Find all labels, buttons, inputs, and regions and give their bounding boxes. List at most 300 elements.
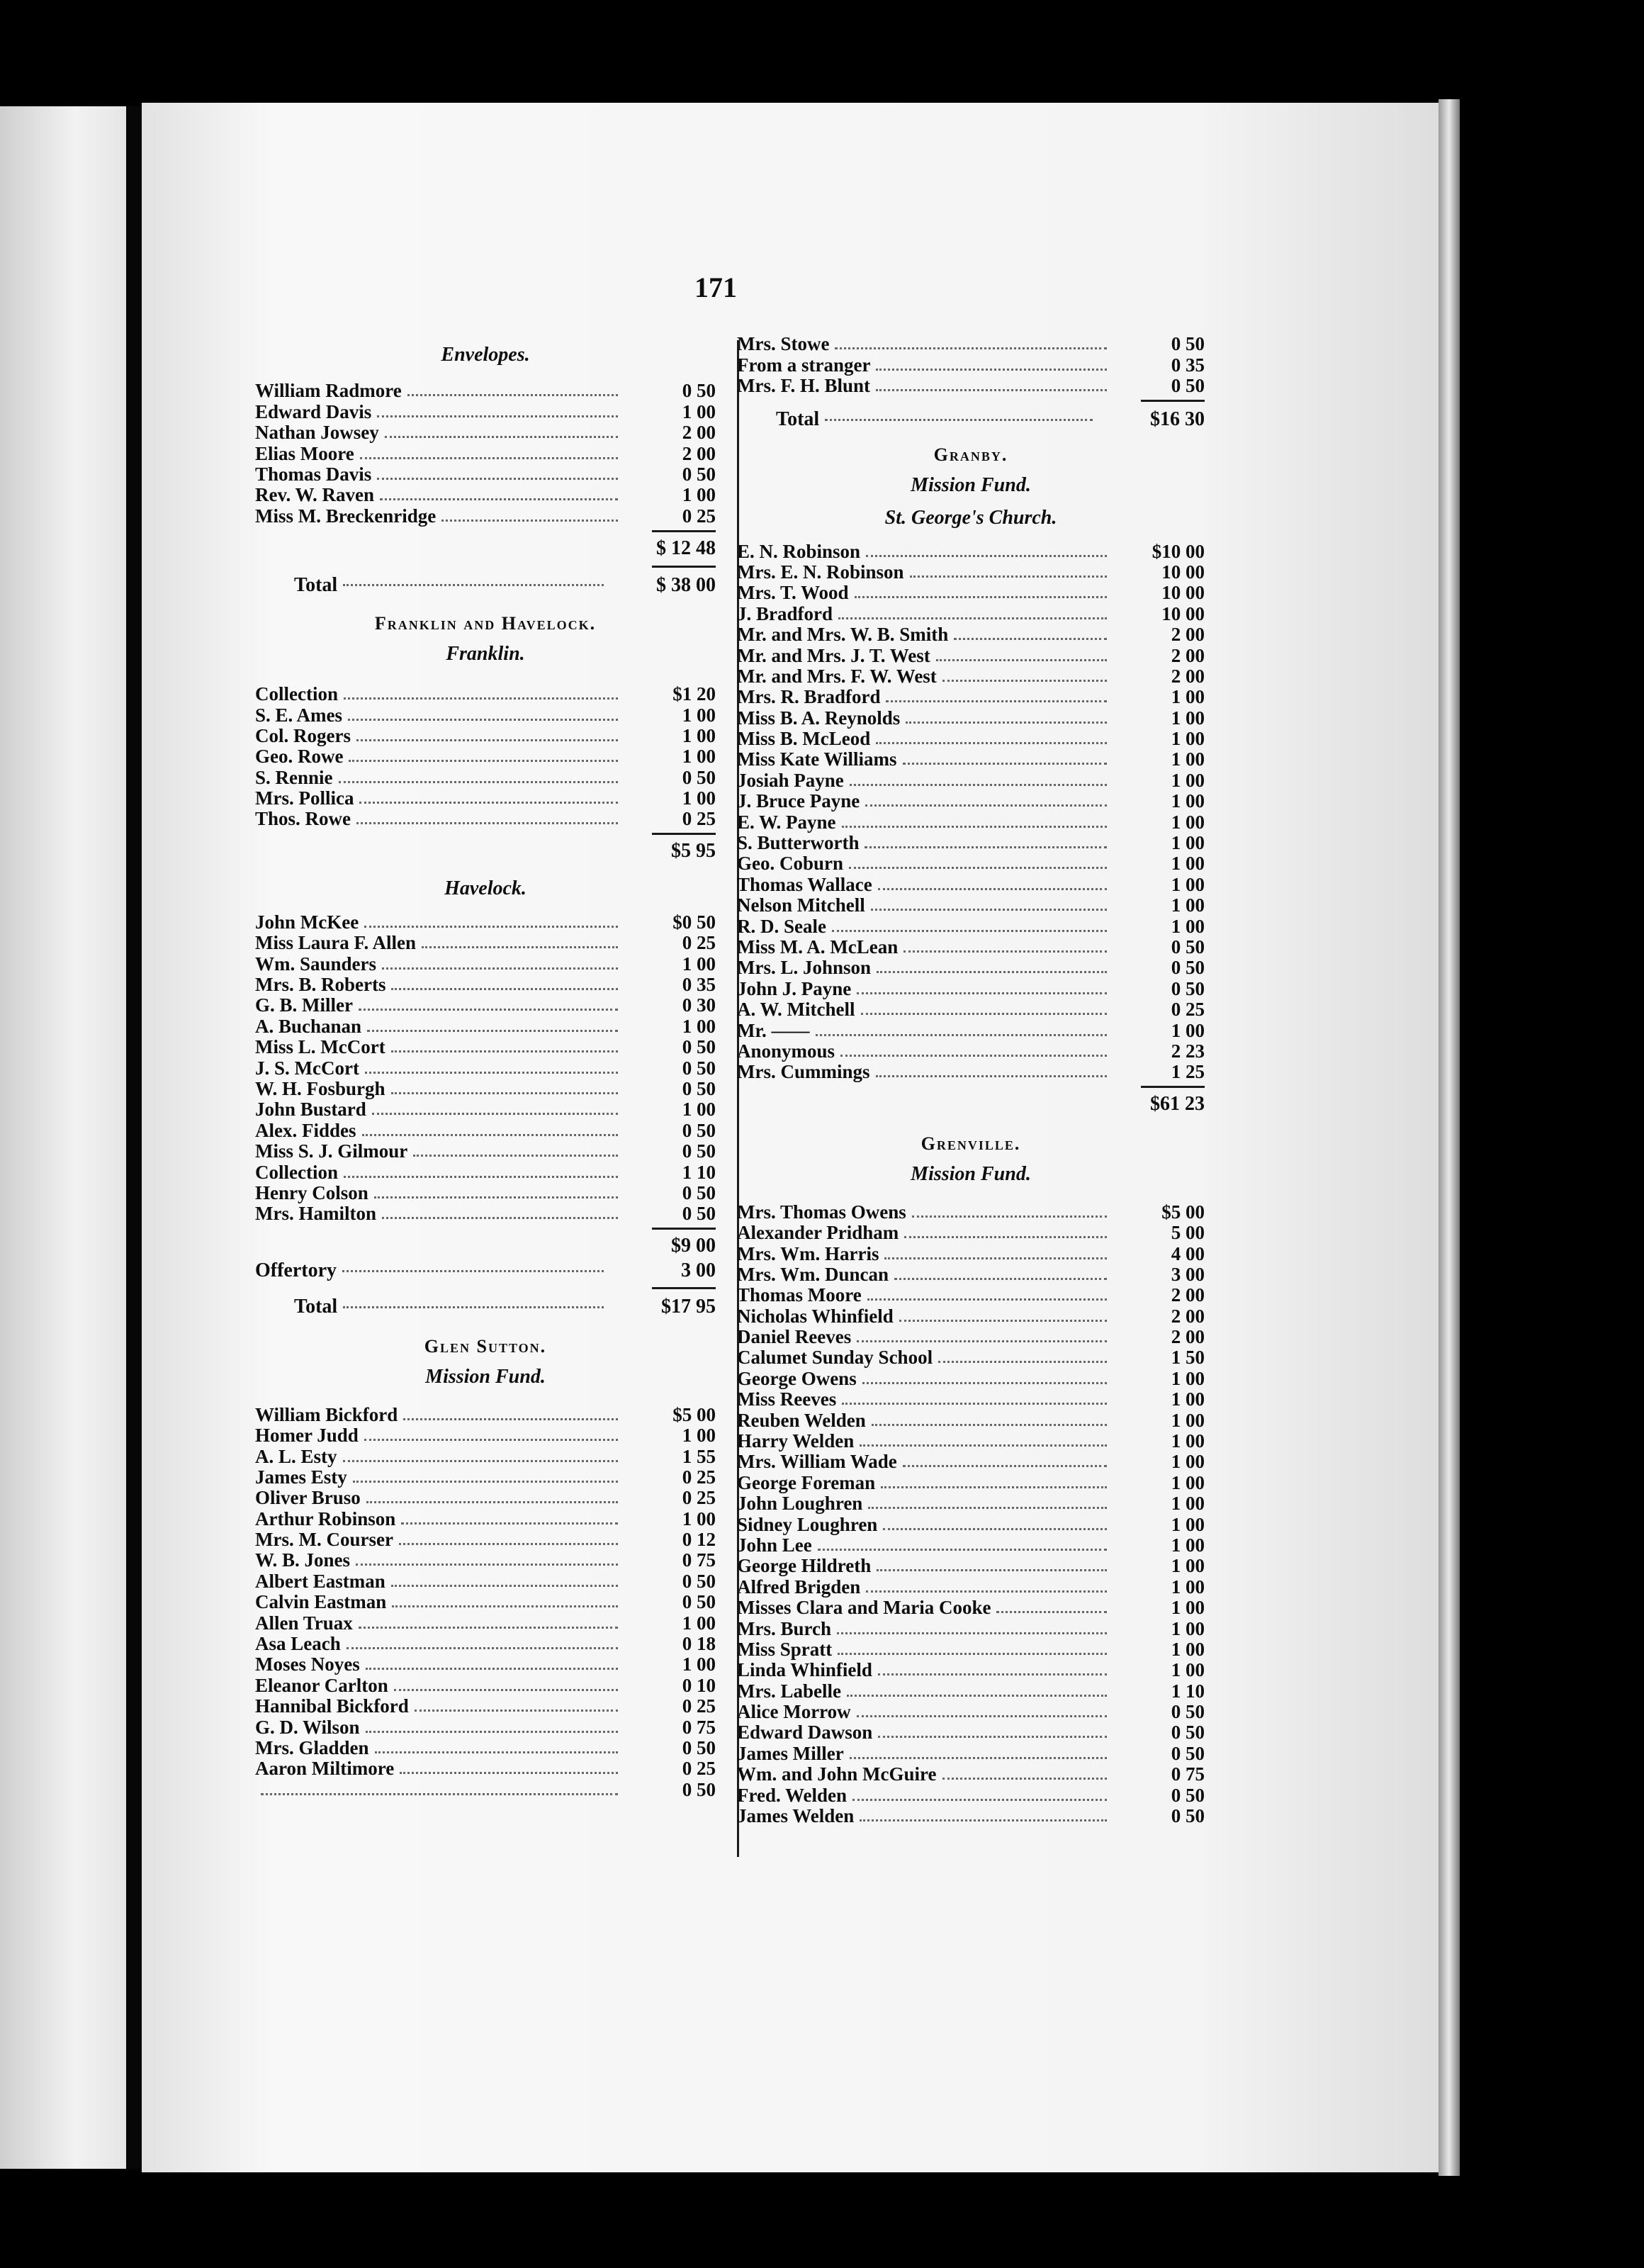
amount: 0 10 — [682, 1674, 716, 1696]
contributor-name: Nelson Mitchell — [737, 894, 865, 916]
leader-dots — [878, 888, 1107, 890]
havelock-heading: Havelock. — [444, 877, 527, 900]
amount: 0 50 — [1171, 333, 1205, 355]
amount: 5 00 — [1171, 1222, 1205, 1244]
amount: 0 50 — [682, 1570, 716, 1592]
leader-dots — [866, 555, 1107, 557]
contributor-name: John McKee — [255, 911, 359, 933]
leader-dots — [364, 1439, 618, 1441]
amount: 0 50 — [682, 1140, 716, 1162]
leader-dots — [847, 1695, 1107, 1697]
list-item — [255, 1654, 716, 1674]
amount: 0 50 — [1171, 1742, 1205, 1764]
amount: 0 50 — [682, 1077, 716, 1099]
amount: 0 75 — [682, 1716, 716, 1738]
amount: 0 35 — [1171, 354, 1205, 376]
contributor-name: William Radmore — [255, 380, 402, 402]
amount: 1 00 — [1171, 1555, 1205, 1577]
contributor-name: Aaron Miltimore — [255, 1758, 395, 1780]
amount: 1 00 — [1171, 1388, 1205, 1410]
leader-dots — [385, 436, 618, 438]
list-item — [737, 748, 1205, 769]
list-item — [255, 974, 716, 994]
list-item — [255, 1591, 716, 1612]
amount: 2 00 — [1171, 1284, 1205, 1306]
contributor-name: Mr. and Mrs. F. W. West — [737, 665, 937, 687]
amount: 10 00 — [1161, 602, 1205, 624]
contributor-name: Eleanor Carlton — [255, 1674, 388, 1696]
amount: 0 75 — [1171, 1763, 1205, 1785]
envelopes-list — [255, 380, 716, 526]
rule — [255, 1223, 716, 1233]
leader-dots — [899, 1320, 1107, 1322]
contributor-name: Mrs. Cummings — [737, 1061, 870, 1083]
leader-dots — [347, 1647, 618, 1649]
leader-dots — [871, 909, 1107, 911]
leader-dots — [360, 457, 618, 459]
leader-dots — [261, 1793, 618, 1795]
contributor-name: Mrs. Hamilton — [255, 1203, 376, 1225]
amount: 0 18 — [682, 1633, 716, 1655]
list-item — [737, 1347, 1205, 1367]
grenville-list — [737, 1201, 1205, 1826]
leader-dots — [344, 1176, 618, 1178]
leader-dots — [849, 867, 1107, 869]
envelopes-subtotal: $ 12 48 — [656, 537, 716, 559]
contributor-name: Mrs. F. H. Blunt — [737, 375, 871, 397]
contributor-name: Mrs. M. Courser — [255, 1529, 393, 1551]
amount: 0 50 — [682, 1057, 716, 1079]
havelock-offertory: Offertory 3 00 — [255, 1259, 716, 1282]
amount: 1 00 — [682, 724, 716, 746]
list-item — [737, 1576, 1205, 1596]
leader-dots — [857, 1715, 1107, 1717]
amount: 1 00 — [1171, 1617, 1205, 1639]
leader-dots — [366, 1501, 618, 1503]
list-item — [737, 582, 1205, 602]
leader-dots — [860, 1819, 1107, 1821]
amount: 1 00 — [682, 400, 716, 422]
leader-dots — [837, 1632, 1107, 1634]
amount: 0 25 — [682, 808, 716, 830]
amount: 1 00 — [1171, 1409, 1205, 1431]
list-item — [737, 1493, 1205, 1513]
amount: 0 25 — [682, 1466, 716, 1488]
grenville-heading: Grenville. — [920, 1133, 1021, 1155]
amount: 1 00 — [682, 1099, 716, 1121]
leader-dots — [344, 697, 618, 700]
contributor-name: Miss B. A. Reynolds — [737, 707, 901, 729]
contributor-name: Sidney Loughren — [737, 1513, 878, 1535]
page-number: 171 — [694, 271, 737, 303]
list-item — [255, 704, 716, 724]
list-item — [737, 602, 1205, 623]
leader-dots — [816, 1034, 1108, 1036]
amount: 1 00 — [1171, 1638, 1205, 1660]
amount: 0 50 — [682, 1119, 716, 1141]
list-item — [737, 1326, 1205, 1347]
leader-dots — [403, 1418, 618, 1420]
list-item — [255, 505, 716, 525]
contributor-name: A. W. Mitchell — [737, 999, 855, 1021]
list-item — [255, 1403, 716, 1424]
contributor-name: Miss Reeves — [737, 1388, 837, 1410]
contributor-name: G. B. Miller — [255, 994, 353, 1016]
contributor-name: S. E. Ames — [255, 704, 343, 726]
franklin-havelock-heading: Franklin and Havelock. — [374, 612, 597, 634]
leader-dots — [872, 1424, 1107, 1426]
granby-church: St. George's Church. — [884, 507, 1057, 529]
list-item — [737, 666, 1205, 686]
leader-dots — [401, 1522, 618, 1525]
contributor-name: Homer Judd — [255, 1425, 359, 1447]
list-item — [737, 561, 1205, 582]
list-item — [737, 644, 1205, 665]
list-item — [255, 911, 716, 931]
amount: 4 00 — [1171, 1242, 1205, 1264]
amount: 1 00 — [682, 1654, 716, 1675]
amount: 1 00 — [682, 704, 716, 726]
amount: 0 25 — [682, 1695, 716, 1717]
leader-dots — [884, 1257, 1107, 1259]
amount: 0 50 — [682, 1036, 716, 1058]
leader-dots — [954, 638, 1107, 640]
contributor-name: Mr. —— — [737, 1019, 810, 1041]
list-item — [255, 1078, 716, 1099]
contributor-name: J. Bradford — [737, 602, 833, 624]
contributor-name: John Lee — [737, 1534, 812, 1556]
list-item — [255, 1737, 716, 1758]
amount: 1 00 — [1171, 1576, 1205, 1598]
contributor-name: Geo. Coburn — [737, 853, 844, 875]
amount: 0 50 — [1171, 1805, 1205, 1827]
list-item — [737, 853, 1205, 873]
franklin-subtotal: $5 95 — [671, 840, 716, 863]
list-item — [737, 999, 1205, 1019]
contributor-name: Hannibal Bickford — [255, 1695, 409, 1717]
list-item — [255, 1015, 716, 1035]
contributor-name: Alice Morrow — [737, 1701, 851, 1723]
leader-dots — [377, 478, 618, 480]
contributor-name: Geo. Rowe — [255, 746, 344, 768]
leader-dots — [400, 1772, 618, 1774]
amount: 1 00 — [1171, 832, 1205, 854]
contributor-name: Henry Colson — [255, 1181, 368, 1203]
grenville-subheading: Mission Fund. — [911, 1163, 1031, 1186]
leader-dots — [394, 1689, 618, 1691]
leader-dots — [904, 1236, 1107, 1238]
list-item — [255, 683, 716, 704]
amount: 1 00 — [1171, 790, 1205, 812]
amount: 1 00 — [682, 1425, 716, 1447]
list-item — [255, 1758, 716, 1778]
contributor-name: George Hildreth — [737, 1555, 872, 1577]
contributor-name: Miss Kate Williams — [737, 748, 897, 770]
rule — [737, 1082, 1205, 1091]
list-item — [737, 1784, 1205, 1804]
envelopes-total: Total $ 38 00 — [294, 573, 716, 596]
list-item — [255, 1487, 716, 1508]
leader-dots — [372, 1113, 618, 1115]
granby-heading: Granby. — [933, 444, 1008, 466]
amount: 0 50 — [682, 766, 716, 788]
contributor-name: James Esty — [255, 1466, 347, 1488]
list-item — [255, 1612, 716, 1632]
granby-subheading: Mission Fund. — [911, 474, 1031, 497]
list-item — [255, 1695, 716, 1716]
franklin-list — [255, 683, 716, 829]
contributor-name: Mrs. Gladden — [255, 1736, 369, 1758]
amount: 1 00 — [1171, 769, 1205, 791]
contributor-name: Mrs. E. N. Robinson — [737, 561, 904, 583]
list-item — [737, 1805, 1205, 1826]
contributor-name: Mrs. Wm. Duncan — [737, 1263, 889, 1285]
leader-dots — [407, 394, 618, 396]
list-item — [737, 375, 1205, 395]
leader-dots — [391, 1050, 618, 1052]
contributor-name: Thomas Wallace — [737, 873, 872, 895]
list-item — [255, 1425, 716, 1445]
amount: 1 50 — [1171, 1347, 1205, 1369]
contributor-name: Alex. Fiddes — [255, 1119, 356, 1141]
amount: 0 50 — [682, 1203, 716, 1225]
contributor-name: Wm. Saunders — [255, 953, 377, 975]
leader-dots — [838, 617, 1107, 619]
list-item — [737, 1305, 1205, 1325]
top-list — [737, 333, 1205, 395]
amount: 2 00 — [1171, 624, 1205, 646]
list-item — [737, 1367, 1205, 1388]
havelock-total: Total $17 95 — [294, 1296, 716, 1318]
contributor-name: From a stranger — [737, 354, 871, 376]
contributor-name: Albert Eastman — [255, 1570, 385, 1592]
contributor-name: Moses Noyes — [255, 1654, 360, 1675]
leader-dots — [356, 739, 618, 741]
havelock-list — [255, 911, 716, 1223]
list-item — [255, 746, 716, 766]
contributor-name: S. Butterworth — [737, 832, 860, 854]
contributor-name: Oliver Bruso — [255, 1487, 361, 1509]
leader-dots — [367, 1030, 618, 1032]
amount: 1 00 — [1171, 1451, 1205, 1473]
amount: 0 25 — [1171, 999, 1205, 1021]
amount: 1 00 — [682, 1612, 716, 1634]
previous-page-edge — [0, 106, 126, 2169]
list-item — [255, 1057, 716, 1077]
leader-dots — [380, 498, 618, 500]
amount: 0 75 — [682, 1549, 716, 1571]
contributor-name: Edward Davis — [255, 400, 372, 422]
leader-dots — [356, 1564, 618, 1566]
contributor-name: Linda Whinfield — [737, 1659, 872, 1681]
amount: 10 00 — [1161, 561, 1205, 583]
list-item — [737, 1639, 1205, 1659]
contributor-name: Alexander Pridham — [737, 1222, 899, 1244]
amount: 0 50 — [682, 463, 716, 485]
leader-dots — [903, 950, 1107, 953]
leader-dots — [876, 369, 1107, 371]
contributor-name: Josiah Payne — [737, 769, 844, 791]
list-item — [737, 790, 1205, 811]
amount: 1 00 — [1171, 1019, 1205, 1041]
amount: 0 25 — [682, 932, 716, 954]
amount: 0 50 — [682, 1778, 716, 1800]
contributor-name: Nathan Jowsey — [255, 422, 379, 444]
leader-dots — [359, 1009, 618, 1011]
left-column — [255, 339, 716, 1800]
amount: 2 00 — [1171, 665, 1205, 687]
contributor-name: Mr. and Mrs. J. T. West — [737, 644, 930, 666]
contributor-name: Mrs. B. Roberts — [255, 974, 386, 996]
contributor-name: Mrs. Stowe — [737, 333, 830, 355]
amount: 1 00 — [1171, 915, 1205, 937]
leader-dots — [886, 700, 1107, 702]
amount: $5 00 — [1161, 1201, 1205, 1223]
amount: $10 00 — [1152, 540, 1205, 562]
amount: 1 00 — [1171, 1493, 1205, 1515]
leader-dots — [877, 1569, 1107, 1571]
leader-dots — [356, 822, 618, 824]
amount: 1 00 — [682, 1508, 716, 1529]
contributor-name: W. H. Fosburgh — [255, 1077, 385, 1099]
amount: 0 25 — [682, 505, 716, 527]
contributor-name: Miss M. Breckenridge — [255, 505, 437, 527]
list-item — [737, 811, 1205, 831]
amount: 1 00 — [682, 787, 716, 809]
leader-dots — [365, 1072, 618, 1074]
list-item — [737, 686, 1205, 707]
amount: 1 00 — [1171, 1471, 1205, 1493]
contributor-name: Mr. and Mrs. W. B. Smith — [737, 624, 949, 646]
list-item — [255, 1674, 716, 1695]
leader-dots — [910, 576, 1107, 578]
contributor-name: Miss Spratt — [737, 1638, 833, 1660]
amount: 1 55 — [682, 1445, 716, 1467]
leader-dots — [840, 1055, 1107, 1057]
contributor-name: Calvin Eastman — [255, 1591, 387, 1613]
havelock-subtotal: $9 00 — [671, 1235, 716, 1257]
list-item — [737, 540, 1205, 561]
rule — [255, 1283, 716, 1293]
amount: 1 00 — [682, 953, 716, 975]
amount: 2 23 — [1171, 1040, 1205, 1062]
contributor-name: A. L. Esty — [255, 1445, 337, 1467]
leader-dots — [359, 802, 618, 804]
amount: $5 00 — [672, 1403, 716, 1425]
list-item — [255, 1716, 716, 1736]
contributor-name: Misses Clara and Maria Cooke — [737, 1597, 991, 1619]
list-item — [737, 707, 1205, 727]
leader-dots — [850, 784, 1107, 786]
amount: 1 00 — [1171, 1659, 1205, 1681]
leader-dots — [391, 1585, 618, 1587]
leader-dots — [942, 1778, 1107, 1780]
list-item — [255, 422, 716, 442]
list-item — [737, 769, 1205, 790]
contributor-name: Thomas Moore — [737, 1284, 862, 1306]
list-item — [737, 1222, 1205, 1242]
list-item — [737, 1430, 1205, 1451]
contributor-name: Wm. and John McGuire — [737, 1763, 937, 1785]
leader-dots — [391, 988, 618, 990]
leader-dots — [942, 680, 1107, 682]
contributor-name: Calumet Sunday School — [737, 1347, 933, 1369]
amount: 0 30 — [682, 994, 716, 1016]
contributor-name: James Welden — [737, 1805, 855, 1827]
leader-dots — [362, 1134, 618, 1136]
list-item — [255, 1508, 716, 1528]
list-item — [737, 1388, 1205, 1409]
list-item — [737, 1763, 1205, 1784]
leader-dots — [835, 347, 1107, 349]
contributor-name: Thos. Rowe — [255, 808, 351, 830]
list-item — [737, 728, 1205, 748]
contributor-name: A. Buchanan — [255, 1015, 362, 1037]
glen-sutton-heading: Glen Sutton. — [424, 1336, 547, 1357]
list-item — [255, 1466, 716, 1487]
amount: 1 00 — [1171, 748, 1205, 770]
contributor-name: William Bickford — [255, 1403, 398, 1425]
amount: 0 50 — [682, 380, 716, 402]
leader-dots — [366, 1668, 618, 1670]
contributor-name: Elias Moore — [255, 442, 354, 464]
contributor-name: R. D. Seale — [737, 915, 826, 937]
leader-dots — [339, 781, 618, 783]
amount: 1 00 — [1171, 728, 1205, 750]
amount: 1 00 — [1171, 707, 1205, 729]
list-item — [737, 1040, 1205, 1061]
leader-dots — [936, 659, 1107, 661]
list-item — [737, 977, 1205, 998]
amount: 0 50 — [682, 1181, 716, 1203]
list-item — [737, 624, 1205, 644]
list-item — [255, 484, 716, 505]
leader-dots — [868, 1507, 1107, 1509]
list-item — [255, 1549, 716, 1570]
leader-dots — [391, 1092, 618, 1094]
list-item — [255, 1182, 716, 1203]
contributor-name: Nicholas Whinfield — [737, 1305, 894, 1327]
contributor-name: Mrs. R. Bradford — [737, 686, 881, 708]
leader-dots — [399, 1543, 618, 1545]
amount: 3 00 — [1171, 1263, 1205, 1285]
contributor-name: Rev. W. Raven — [255, 484, 375, 506]
leader-dots — [865, 804, 1107, 807]
leader-dots — [861, 1013, 1108, 1015]
envelopes-heading: Envelopes. — [441, 344, 530, 366]
leader-dots — [838, 1653, 1107, 1655]
list-item — [255, 1633, 716, 1654]
list-item — [737, 1534, 1205, 1555]
leader-dots — [867, 1298, 1107, 1301]
list-item — [737, 1242, 1205, 1263]
contributor-name: Mrs. Thomas Owens — [737, 1201, 906, 1223]
contributor-name: J. S. McCort — [255, 1057, 359, 1079]
list-item — [737, 936, 1205, 957]
list-item — [737, 894, 1205, 915]
list-item — [255, 1099, 716, 1119]
leader-dots — [938, 1361, 1107, 1363]
leader-dots — [413, 1155, 618, 1157]
leader-dots — [862, 1382, 1107, 1384]
list-item — [737, 957, 1205, 977]
amount: 0 50 — [1171, 957, 1205, 979]
amount: 1 00 — [1171, 1513, 1205, 1535]
amount: 0 50 — [1171, 375, 1205, 397]
contributor-name: Reuben Welden — [737, 1409, 866, 1431]
amount: 0 12 — [682, 1529, 716, 1551]
amount: 0 50 — [1171, 1722, 1205, 1744]
